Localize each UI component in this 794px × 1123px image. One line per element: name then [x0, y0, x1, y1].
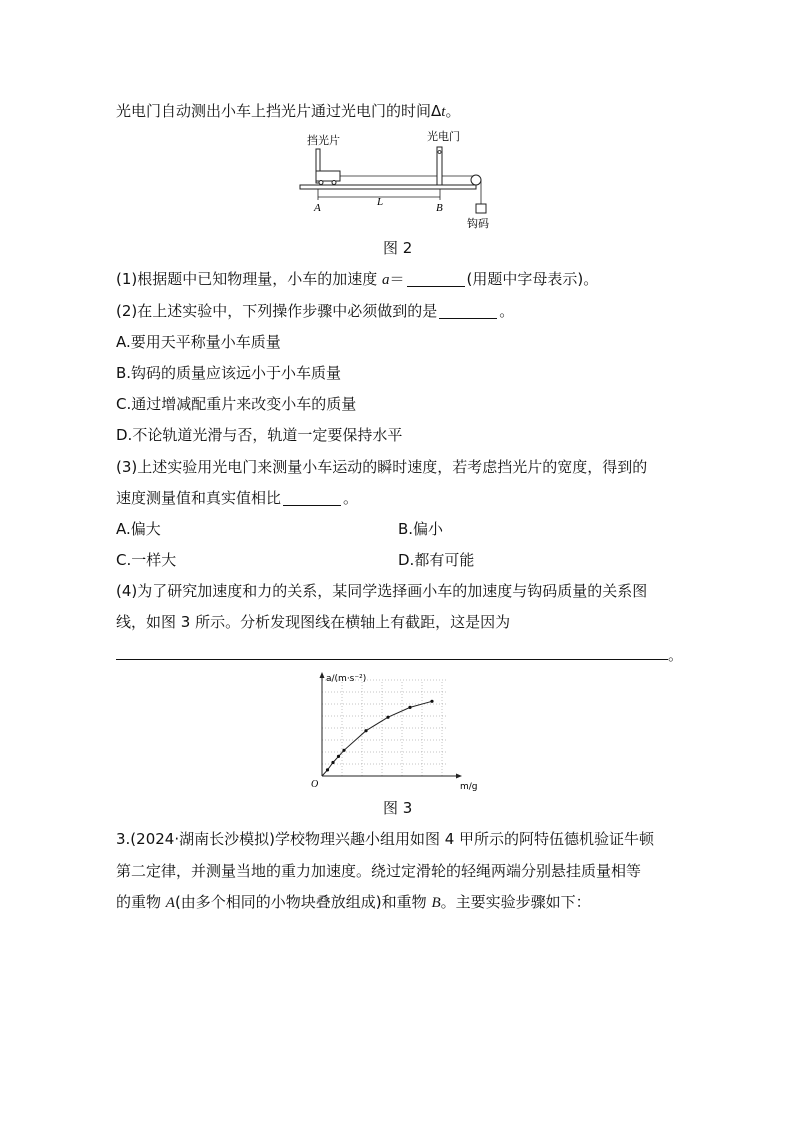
intro-line	[116, 101, 460, 122]
q3-option-b: B.偏小	[398, 520, 444, 538]
q3-option-c: C.一样大	[116, 551, 177, 569]
question-1	[116, 269, 598, 290]
cart-wheel-right	[332, 181, 336, 185]
var-A: A	[165, 895, 175, 911]
answer-blank-4[interactable]	[116, 659, 668, 660]
figure-2-apparatus	[290, 128, 510, 232]
q2-option-b: B.钩码的质量应该远小于小车质量	[116, 364, 342, 382]
delta-symbol: Δ	[431, 102, 442, 120]
label-hook: 钩码	[467, 217, 489, 230]
chart-grid	[322, 680, 446, 776]
q1-equals: ＝	[389, 270, 405, 288]
data-point	[337, 755, 340, 758]
q3-line-2	[116, 488, 358, 508]
q3-end: 。	[343, 489, 359, 507]
var-B: B	[431, 895, 441, 911]
x-axis-label: m/g	[460, 782, 478, 792]
q3-option-a: A.偏大	[116, 520, 161, 538]
cart-wheel-left	[319, 181, 323, 185]
figure-2-caption: 图 2	[383, 239, 413, 257]
q1-text: (1)根据题中已知物理量，小车的加速度	[116, 270, 383, 288]
q2-option-a: A.要用天平称量小车质量	[116, 333, 281, 351]
q3-option-d: D.都有可能	[398, 551, 475, 569]
label-shade: 挡光片	[307, 134, 340, 147]
answer-blank-3[interactable]	[283, 491, 341, 506]
data-point	[331, 761, 334, 764]
data-point	[430, 700, 433, 703]
q1-end: (用题中字母表示)。	[466, 270, 599, 288]
series-curve	[322, 701, 432, 776]
label-B: B	[436, 202, 443, 214]
figure-3-caption: 图 3	[383, 799, 413, 817]
q2-option-c: C.通过增减配重片来改变小车的质量	[116, 395, 357, 413]
q4-line-2: 线，如图 3 所示。分析发现图线在横轴上有截距，这是因为	[116, 613, 511, 631]
p3-text-c: 。主要实验步骤如下：	[440, 893, 591, 911]
data-point	[408, 706, 411, 709]
label-L: L	[377, 196, 384, 208]
track	[300, 185, 476, 189]
pulley	[471, 175, 481, 185]
origin-label: O	[311, 779, 319, 790]
var-t: t	[441, 104, 446, 120]
p3-text-a: 的重物	[116, 893, 166, 911]
problem-3-line-2: 第二定律，并测量当地的重力加速度。绕过定滑轮的轻绳两端分别悬挂质量相等	[116, 862, 642, 880]
intro-text: 光电门自动测出小车上挡光片通过光电门的时间	[116, 102, 432, 120]
p3-text-b: (由多个相同的小物块叠放组成)和重物	[174, 893, 432, 911]
problem-3-line-3	[116, 892, 591, 913]
figure-3-chart	[300, 668, 500, 794]
label-A: A	[314, 202, 321, 214]
q2-end: 。	[499, 302, 515, 320]
x-axis-arrow	[456, 774, 462, 779]
answer-blank-1[interactable]	[407, 272, 465, 287]
data-point	[342, 749, 345, 752]
intro-end: 。	[445, 102, 461, 120]
q3-line-1: (3)上述实验用光电门来测量小车运动的瞬时速度，若考虑挡光片的宽度，得到的	[116, 458, 648, 476]
q4-line-1: (4)为了研究加速度和力的关系，某同学选择画小车的加速度与钩码质量的关系图	[116, 582, 648, 600]
problem-3-line-1: 3.(2024·湖南长沙模拟)学校物理兴趣小组用如图 4 甲所示的阿特伍德机验证牛顿	[116, 830, 655, 848]
var-a: a	[382, 272, 390, 288]
answer-blank-2[interactable]	[439, 304, 497, 319]
label-gate: 光电门	[427, 130, 460, 143]
q2-stem: (2)在上述实验中，下列操作步骤中必须做到的是	[116, 302, 438, 320]
hook-weight	[476, 204, 486, 213]
y-axis-label: a/(m·s⁻²)	[326, 674, 367, 684]
data-point	[326, 768, 329, 771]
q4-end: 。	[668, 646, 684, 664]
y-axis-arrow	[320, 672, 325, 678]
cart	[316, 171, 340, 181]
data-point	[364, 729, 367, 732]
q2-option-d: D.不论轨道光滑与否，轨道一定要保持水平	[116, 426, 403, 444]
data-point	[386, 716, 389, 719]
q3-text: 速度测量值和真实值相比	[116, 489, 282, 507]
question-2	[116, 301, 514, 321]
